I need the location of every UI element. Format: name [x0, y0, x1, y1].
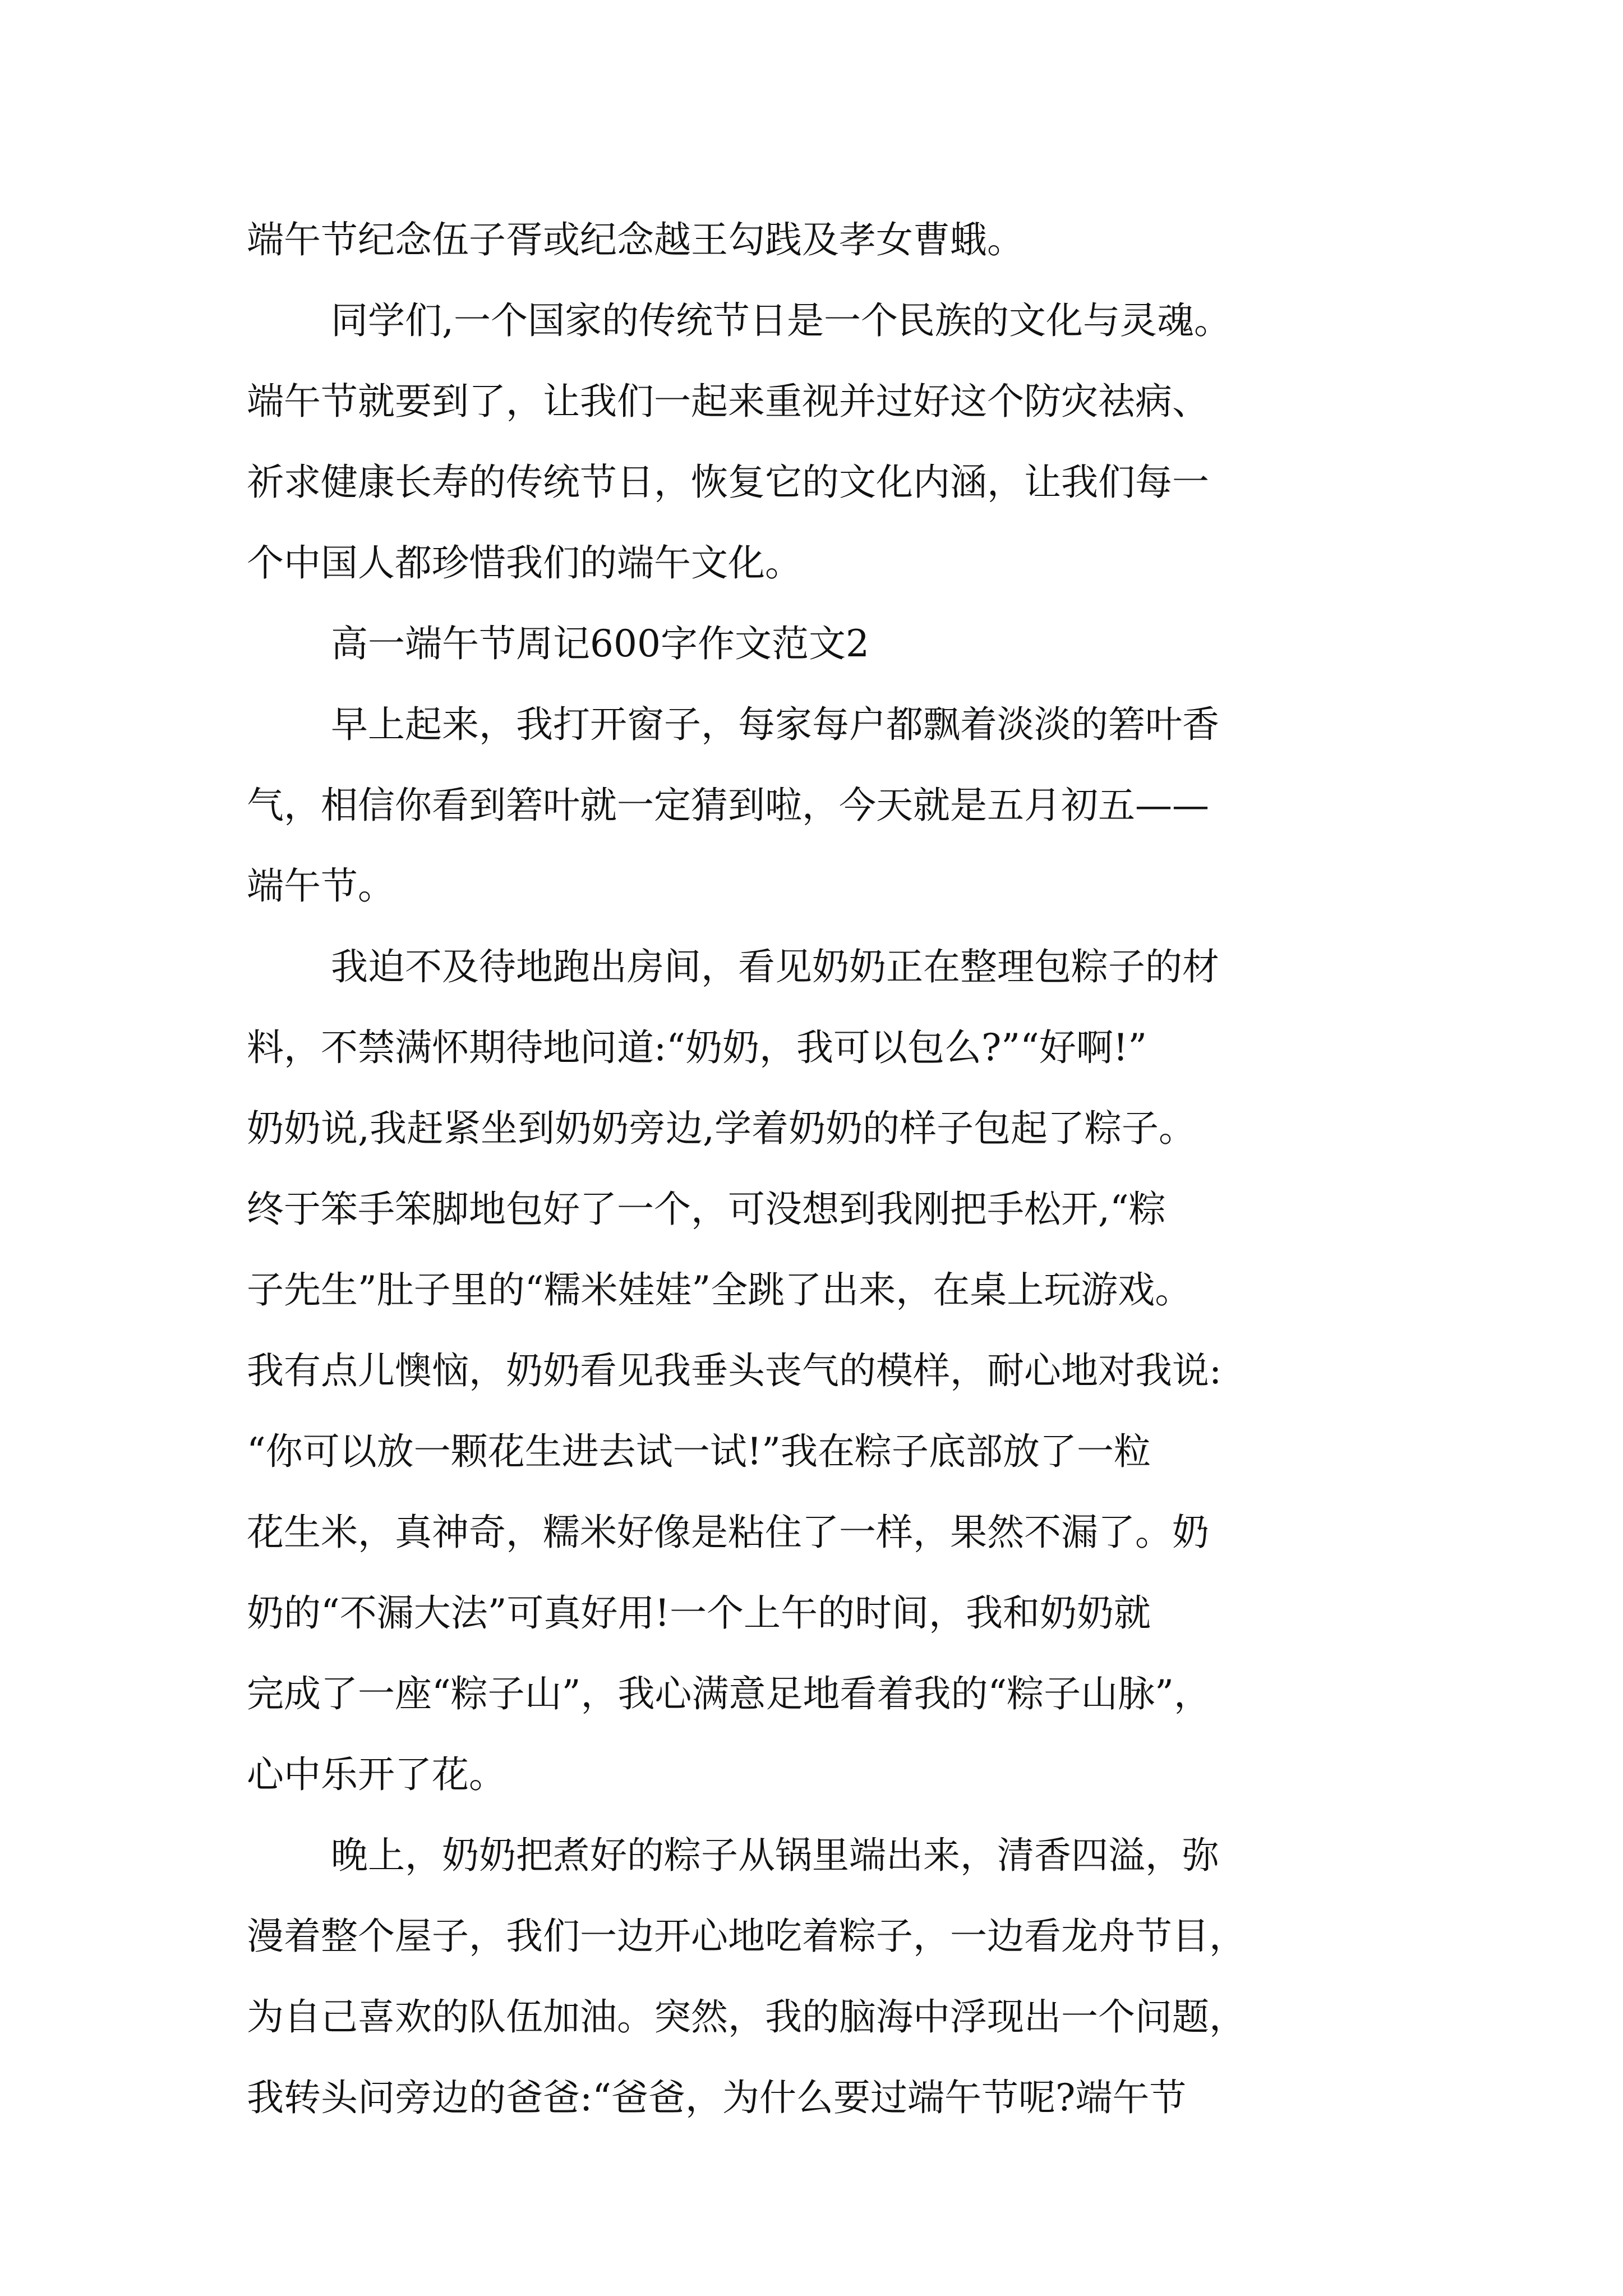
text-line: 早上起来，我打开窗子，每家每户都飘着淡淡的箬叶香	[331, 703, 1219, 746]
text-line: 漫着整个屋子，我们一边开心地吃着粽子，一边看龙舟节目，	[247, 1915, 1246, 1958]
text-line: 完成了一座“粽子山”，我心满意足地看着我的“粽子山脉”，	[247, 1672, 1211, 1715]
section-heading: 高一端午节周记600字作文范文2	[331, 622, 869, 665]
text-line: 祈求健康长寿的传统节日，恢复它的文化内涵，让我们每一	[247, 461, 1209, 504]
text-line: 晚上，奶奶把煮好的粽子从锅里端出来，清香四溢，弥	[331, 1834, 1219, 1877]
text-line: 我迫不及待地跑出房间，看见奶奶正在整理包粽子的材	[331, 945, 1219, 988]
text-line: 端午节纪念伍子胥或纪念越王勾践及孝女曹蛾。	[247, 218, 1024, 261]
text-line: 气，相信你看到箬叶就一定猜到啦，今天就是五月初五——	[247, 784, 1209, 827]
text-line: 花生米，真神奇，糯米好像是粘住了一样，果然不漏了。奶	[247, 1511, 1209, 1554]
text-line: 奶的“不漏大法”可真好用!一个上午的时间，我和奶奶就	[247, 1591, 1151, 1635]
text-line: 奶奶说,我赶紧坐到奶奶旁边,学着奶奶的样子包起了粽子。	[247, 1107, 1196, 1150]
text-line: 同学们,一个国家的传统节日是一个民族的文化与灵魂。	[331, 299, 1231, 342]
text-line: 我转头问旁边的爸爸:“爸爸，为什么要过端午节呢?端午节	[247, 2076, 1187, 2119]
text-line: “你可以放一颗花生进去试一试!”我在粽子底部放了一粒	[247, 1430, 1151, 1473]
text-line: 端午节。	[247, 864, 395, 908]
text-line: 料，不禁满怀期待地问道:“奶奶，我可以包么?”“好啊!”	[247, 1026, 1147, 1069]
text-line: 子先生”肚子里的“糯米娃娃”全跳了出来，在桌上玩游戏。	[247, 1268, 1192, 1312]
text-line: 为自己喜欢的队伍加油。突然，我的脑海中浮现出一个问题，	[247, 1995, 1246, 2039]
text-line: 个中国人都珍惜我们的端午文化。	[247, 541, 802, 585]
text-line: 端午节就要到了，让我们一起来重视并过好这个防灾祛病、	[247, 380, 1209, 423]
text-line: 终于笨手笨脚地包好了一个，可没想到我刚把手松开,“粽	[247, 1188, 1166, 1231]
text-line: 心中乐开了花。	[247, 1753, 506, 1796]
text-line: 我有点儿懊恼，奶奶看见我垂头丧气的模样，耐心地对我说:	[247, 1349, 1222, 1392]
